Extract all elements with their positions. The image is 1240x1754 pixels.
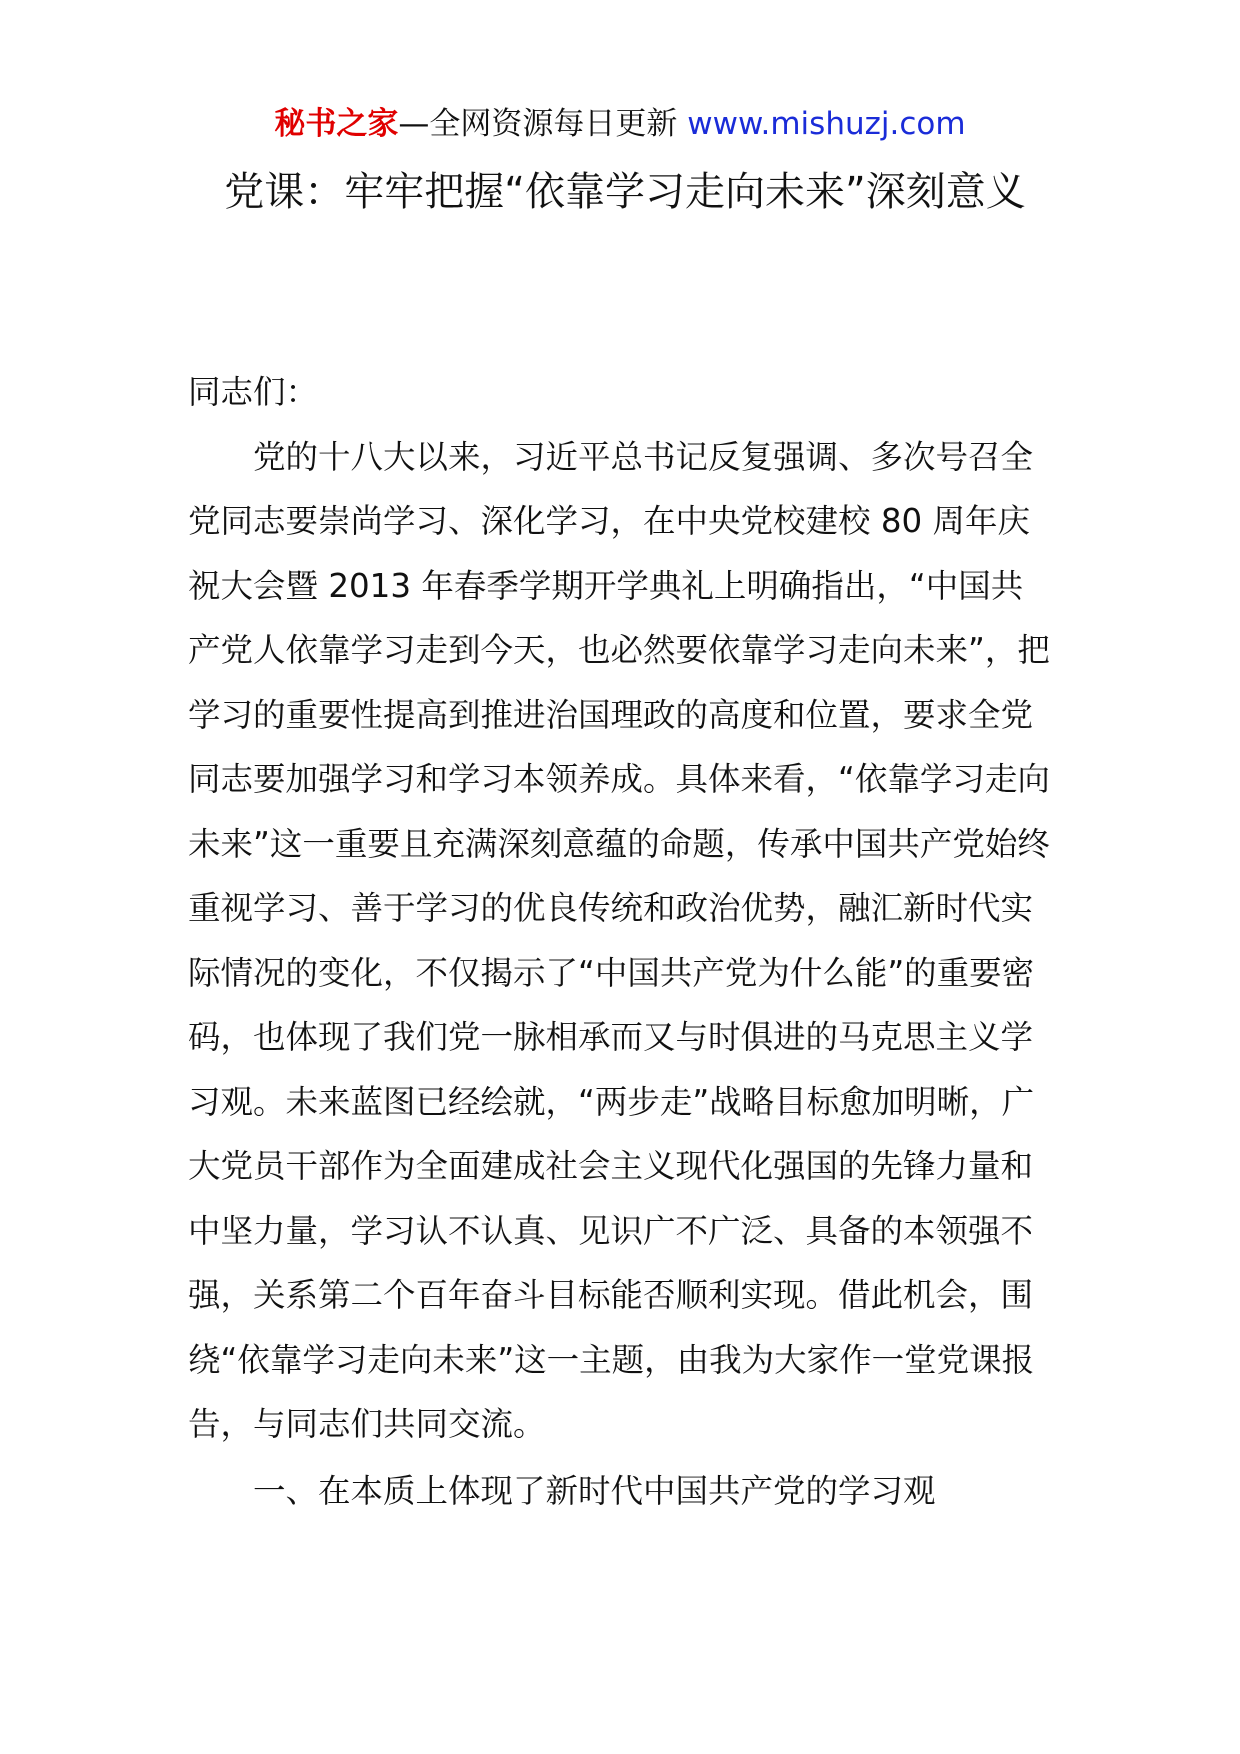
banner-url-link[interactable]: www.mishuzj.com xyxy=(687,106,966,142)
document-title: 党课：牢牢把握“依靠学习走向未来”深刻意义 xyxy=(224,169,1026,215)
site-banner xyxy=(0,102,1240,146)
paragraph-intro: 党的十八大以来，习近平总书记反复强调、多次号召全党同志要崇尚学习、深化学习，在中央党校建校 80 周年庆祝大会暨 2013 年春季学期开学典礼上明确指出，“中国共产党人依靠学习走到今天，也必然要依靠学习走向未来”，把学习的重要性提高到推进治国理政的高度和位置，要求全党同志要加强学习和学习本领养成。具体来看，“依靠学习走向未来”这一重要且充满深刻意蕴的命题，传承中国共产党始终重视学习、善于学习的优良传统和政治优势，融汇新时代实际情况的变化，不仅揭示了“中国共产党为什么能”的重要密码，也体现了我们党一脉相承而又与时俱进的马克思主义学习观。未来蓝图已经绘就，“两步走”战略目标愈加明晰，广大党员干部作为全面建成社会主义现代化强国的先锋力量和中坚力量，学习认不认真、见识广不广泛、具备的本领强不强，关系第二个百年奋斗目标能否顺利实现。借此机会，围绕“依靠学习走向未来”这一主题，由我为大家作一堂党课报告，与同志们共同交流。 xyxy=(188,437,1050,1443)
banner-slogan: —全网资源每日更新 xyxy=(398,106,688,142)
section-heading: 一、在本质上体现了新时代中国共产党的学习观 xyxy=(253,1471,936,1510)
document-body xyxy=(188,360,1054,1523)
salutation: 同志们： xyxy=(188,373,319,411)
banner-brand: 秘书之家 xyxy=(274,106,399,142)
